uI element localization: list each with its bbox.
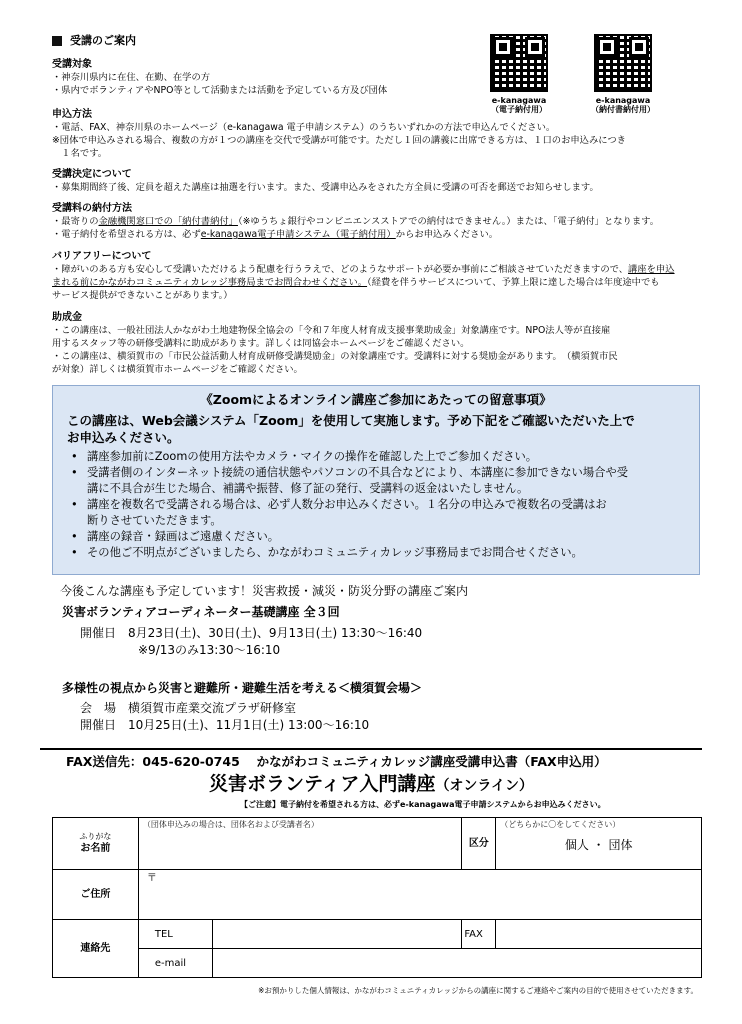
email-field[interactable] [212, 949, 701, 978]
course-title: 多様性の視点から災害と避難所・避難生活を考える＜横須賀会場＞ [62, 681, 423, 695]
zoom-notice-text: 講座を複数名で受講される場合は、必ず人数分お申込みください。１名分の申込みで複数名の受講はお [87, 498, 607, 512]
fax-label: FAX [462, 920, 496, 949]
decision-line: ・募集期間終了後、定員を超えた講座は抽選を行います。また、受講申込みをされた方全員に受講の可否を郵送でお知らせします。 [52, 182, 599, 193]
fee-line-1 [52, 215, 702, 228]
barrier-line-2 [52, 276, 702, 289]
grant-heading: 助成金 [52, 312, 82, 323]
tel-field[interactable] [212, 920, 462, 949]
zoom-lead-line: この講座は、Web会議システム「Zoom」を使用して実施します。予め下記をご確認いただいた上で [67, 413, 635, 429]
apply-line: １名です。 [52, 148, 108, 159]
target-line: ・県内でボランティアやNPO等として活動または活動を予定している方及び団体 [52, 85, 388, 96]
address-label: ご住所 [53, 870, 139, 920]
fee-section [52, 202, 702, 241]
course-date: 開催日 8月23日(土)、30日(土)、9月13日(土) 13:30～16:40 [80, 626, 423, 640]
name-hint: （団体申込みの場合は、団体名および受講者名） [142, 820, 319, 829]
barrier-free-section [52, 250, 702, 302]
square-bullet-icon [52, 36, 62, 46]
barrier-line-3: サービス提供ができないことがあります。） [52, 290, 233, 301]
apply-heading: 申込方法 [52, 109, 92, 120]
form-divider [40, 748, 702, 750]
fee-text: ・電子納付を希望される方は、必ず [52, 229, 201, 240]
fax-field[interactable] [496, 920, 702, 949]
zoom-notice-item [67, 465, 685, 497]
decision-heading: 受講決定について [52, 169, 132, 180]
target-line: ・神奈川県内に在住、在勤、在学の方 [52, 72, 211, 83]
zoom-lead-line: お申込みください。 [67, 430, 180, 446]
course-venue: 会 場 横須賀市産業交流プラザ研修室 [80, 701, 297, 715]
barrier-underline-text: まれる前にかながわコミュニティカレッジ事務局までお問合わせください。 [52, 277, 368, 288]
form-note: 【ご注意】電子納付を希望される方は、必ずe-kanagawa電子申請システムからお申込みください。 [240, 800, 606, 809]
fax-destination: FAX送信先：045-620-0745 かながわコミュニティカレッジ講座受講申込書（FAX申込用） [66, 754, 607, 769]
contact-label: 連絡先 [53, 920, 139, 978]
qr-sub: （電子納付用） [491, 105, 547, 115]
zoom-notice-item: • 講座の録音・録画はご遠慮ください。 [67, 529, 685, 545]
zoom-notice-text: 受講者側のインターネット接続の通信状態やパソコンの不具合などにより、本講座に参加できない場合や受 [87, 466, 629, 480]
zoom-notice-lead [67, 412, 685, 446]
fee-line-2 [52, 228, 702, 241]
form-title [0, 772, 742, 797]
grant-line: ・この講座は、横須賀市の「市民公益活動人材育成研修受講奨励金」の対象講座です。受講料に対する奨励金があります。 （横須賀市民 [52, 351, 618, 362]
qr-electronic-payment[interactable] [478, 34, 560, 114]
name-label-cell [53, 818, 139, 870]
zoom-notice-box [52, 385, 700, 575]
qr-label: e-kanagawa [595, 96, 651, 105]
zoom-notice-item [67, 497, 685, 529]
barrier-heading: バリアフリーについて [52, 251, 152, 262]
name-field[interactable] [138, 818, 461, 870]
course-date: 開催日 10月25日(土)、11月1日(土) 13:00～16:10 [80, 718, 370, 732]
category-hint: （どちらかに〇をしてください） [500, 820, 621, 829]
zoom-notice-text: 講に不具合が生じた場合、補講や振替、修了証の発行、受講料の返金はいたしません。 [87, 482, 529, 496]
grant-line: 用するスタッフ等の研修受講料に助成があります。詳しくは同協会ホームページをご確認ください。 [52, 338, 470, 349]
qr-code-icon [490, 34, 548, 92]
qr-code-icon [594, 34, 652, 92]
fee-underline-text: 金融機関窓口での「納付書納付」 [98, 216, 238, 227]
qr-sub: （納付書納付用） [591, 105, 655, 115]
upcoming-course-1 [62, 604, 702, 659]
course-note: ※9/13のみ13:30～16:10 [138, 643, 281, 657]
fee-text: （※ゆうちょ銀行やコンビニエンスストアでの納付はできません。）または、「電子納付」となります。 [237, 216, 660, 227]
qr-invoice-payment[interactable] [582, 34, 664, 114]
grant-section [52, 311, 702, 376]
application-form-table [52, 817, 702, 978]
zoom-notice-item: • その他ご不明点がございましたら、かながわコミュニティカレッジ事務局までお問合せください。 [67, 545, 685, 561]
barrier-text: （経費を伴うサービスについて、予算上限に達した場合は年度途中でも [367, 277, 660, 288]
decision-section [52, 168, 702, 194]
barrier-text: ・障がいのある方も安心して受講いただけるよう配慮を行うラえで、どのようなサポートが必要か事前にご相談させていただきますので、 [52, 264, 629, 275]
postal-mark: 〒 [146, 873, 157, 884]
apply-line: ・電話、FAX、神奈川県のホームページ（e-kanagawa 電子申請システム）のうちいずれかの方法で申込んでください。 [52, 122, 556, 133]
apply-line: ※団体で申込みされる場合、複数の方が１つの講座を交代で受講が可能です。ただし１回の講義に出席できる方は、１口のお申込みにつき [52, 135, 626, 146]
tel-label: TEL [138, 920, 212, 949]
category-options[interactable]: 個人 ・ 団体 [564, 838, 633, 853]
zoom-notice-list [67, 449, 685, 561]
target-section [52, 58, 482, 97]
course-title: 災害ボランティアコーディネーター基礎講座 全３回 [62, 605, 340, 619]
grant-line: ・この講座は、一般社団法人かながわ土地建物保全協会の「令和７年度人材育成支援事業助成金」対象講座です。NPO法人等が直接雇 [52, 325, 611, 336]
fee-heading: 受講料の納付方法 [52, 203, 132, 214]
barrier-underline-text: 講座を申込 [628, 264, 675, 275]
category-field[interactable] [496, 818, 702, 870]
fee-text: ・最寄りの [52, 216, 99, 227]
target-heading: 受講対象 [52, 59, 92, 70]
upcoming-course-2 [62, 680, 702, 734]
zoom-notice-item: • 講座参加前にZoomの使用方法やカメラ・マイクの操作を確認した上でご参加ください。 [67, 449, 685, 465]
zoom-notice-title: 《Zoomによるオンライン講座ご参加にあたっての留意事項》 [200, 392, 552, 407]
form-title-main: 災害ボランティア入門講座 [208, 773, 436, 795]
grant-line: が対象）詳しくは横須賀市ホームページをご確認ください。 [52, 364, 303, 375]
zoom-notice-text: 断りさせていただきます。 [87, 514, 222, 528]
name-label: お名前 [80, 843, 111, 855]
form-title-sub: （オンライン） [435, 778, 534, 794]
upcoming-intro: 今後こんな講座も予定しています！災害救援・減災・防災分野の講座ご案内 [60, 584, 469, 598]
section-header [52, 34, 136, 48]
category-label: 区分 [462, 818, 496, 870]
email-label: e-mail [138, 949, 212, 978]
fee-underline-link[interactable]: e-kanagawa電子申請システム（電子納付用） [200, 229, 396, 240]
privacy-footnote: ※お預かりした個人情報は、かながわコミュニティカレッジからの講座に関するご連絡やご案内の目的で使用させていただきます。 [258, 986, 698, 995]
furigana-label: ふりがな [79, 831, 112, 841]
barrier-line-1 [52, 263, 702, 276]
qr-label: e-kanagawa [491, 96, 547, 105]
address-field[interactable] [138, 870, 701, 920]
fee-text: からお申込みください。 [395, 229, 499, 240]
section-title: 受講のご案内 [70, 34, 136, 47]
apply-section [52, 108, 702, 160]
